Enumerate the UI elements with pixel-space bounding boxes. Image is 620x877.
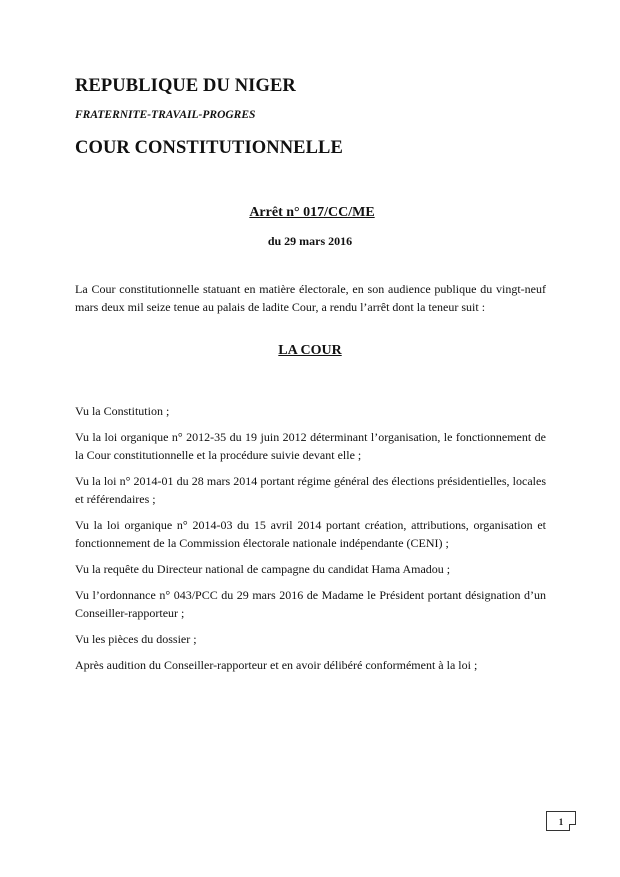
consideration-item: Vu l’ordonnance n° 043/PCC du 29 mars 2016 de Madame le Président portant désignation d’un Conseiller-rapporteur ; <box>75 588 546 620</box>
page-number-box <box>546 811 576 831</box>
consideration-item: Vu la loi organique n° 2014-03 du 15 avril 2014 portant création, attributions, organisation et fonctionnement de la Commission électorale nationale indépendante (CENI) ; <box>75 518 546 550</box>
consideration-item: Vu la loi n° 2014-01 du 28 mars 2014 portant régime général des élections présidentielles, locales et référendaires ; <box>75 474 546 506</box>
court-heading: COUR CONSTITUTIONNELLE <box>75 138 343 158</box>
consideration-item: Vu les pièces du dossier ; <box>75 632 197 646</box>
consideration-item: Vu la Constitution ; <box>75 404 170 418</box>
national-motto: FRATERNITE-TRAVAIL-PROGRES <box>75 109 256 121</box>
country-heading: REPUBLIQUE DU NIGER <box>75 76 296 96</box>
section-title: LA COUR <box>278 343 342 358</box>
consideration-item: Vu la loi organique n° 2012-35 du 19 juin 2012 déterminant l’organisation, le fonctionnement de la Cour constitutionnelle et la procédure suivie devant elle ; <box>75 430 546 462</box>
page-number: 1 <box>558 817 564 827</box>
decision-number: Arrêt n° 017/CC/ME <box>249 205 375 220</box>
folded-corner-icon <box>569 824 576 831</box>
intro-paragraph: La Cour constitutionnelle statuant en matière électorale, en son audience publique du vingt-neuf mars deux mil seize tenue au palais de ladite Cour, a rendu l’arrêt dont la teneur suit : <box>75 282 546 314</box>
consideration-item: Après audition du Conseiller-rapporteur et en avoir délibéré conformément à la loi ; <box>75 658 478 672</box>
decision-date: du 29 mars 2016 <box>267 234 353 248</box>
consideration-item: Vu la requête du Directeur national de campagne du candidat Hama Amadou ; <box>75 562 451 576</box>
